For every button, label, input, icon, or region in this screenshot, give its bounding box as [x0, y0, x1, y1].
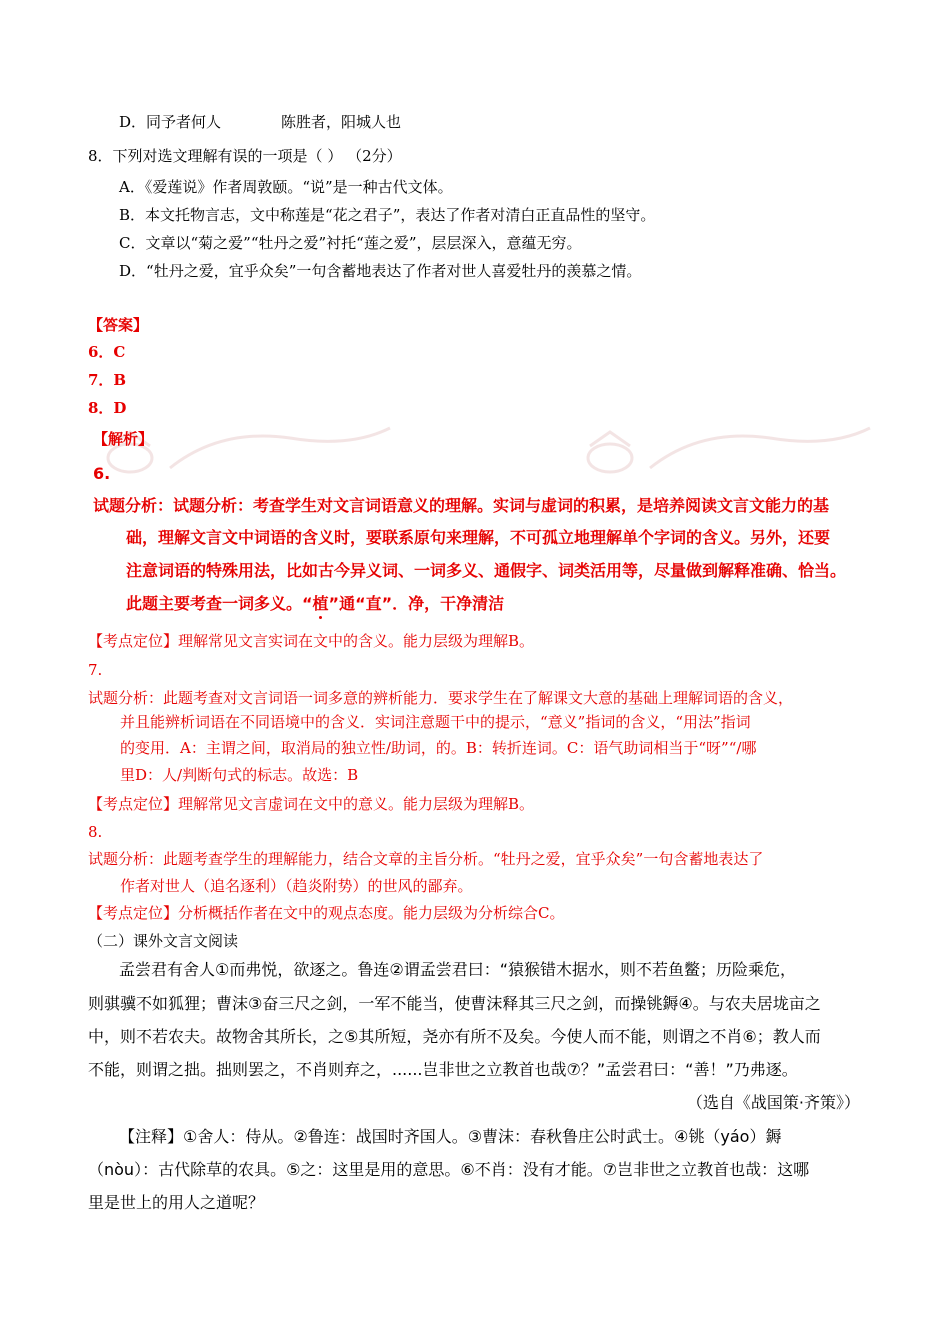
- notes-line: 里是世上的用人之道呢？: [88, 1193, 265, 1212]
- analysis-heading: 【解析】: [93, 430, 154, 448]
- q7-analysis-line: 里D：人/判断句式的标志。故选：B: [120, 766, 359, 784]
- notes-line: （nòu）：古代除草的农具。⑤之：这里是用的意思。⑥不肖：没有才能。⑦岂非世之立教首也哉：这哪: [88, 1160, 810, 1179]
- passage-source: （选自《战国策·齐策》）: [686, 1093, 860, 1112]
- q8-analysis-line: 试题分析：此题考查学生的理解能力，结合文章的主旨分析。“牡丹之爱，宜乎众矣”一句含蓄地表达了: [88, 850, 764, 868]
- q6-analysis-line: 础，理解文言文中词语的含义时，要联系原句来理解，不可孤立地理解单个字词的含义。另外，还要: [126, 528, 831, 547]
- answer-item: 6．C: [88, 343, 126, 361]
- q6-analysis-line: 试题分析：试题分析：考查学生对文言词语意义的理解。实词与虚词的积累，是培养阅读文言文能力的基: [93, 496, 830, 515]
- passage-line: 孟尝君有舍人①而弗悦，欲逐之。鲁连②谓孟尝君曰：“猿猴错木据水，则不若鱼鳖；历险乘危，: [119, 960, 796, 979]
- passage-line: 不能，则谓之拙。拙则罢之，不肖则弃之，......岂非世之立教首也哉⑦？”孟尝君曰：“善！”乃弗逐。: [88, 1060, 798, 1079]
- watermark-logo: [100, 408, 400, 498]
- answer-item: 8．D: [88, 399, 127, 417]
- passage-line: 中，则不若农夫。故物舍其所长，之⑤其所短，尧亦有所不及矣。今使人而不能，则谓之不肖⑥；教人而: [88, 1027, 821, 1046]
- q7-knowledge-point: 【考点定位】理解常见文言虚词在文中的意义。能力层级为理解B。: [88, 795, 535, 813]
- q6-emphasized-char: 植: [312, 594, 329, 613]
- q7-analysis-line: 的变用．A：主谓之间，取消局的独立性/助词，的。B：转折连词。C：语气助词相当于“呀”“/哪: [120, 739, 757, 757]
- q7-analysis-line: 试题分析：此题考查对文言词语一词多意的辨析能力．要求学生在了解课文大意的基础上理解词语的含义，: [88, 689, 794, 707]
- q6-last-suffix: ”通“直”．净，干净清洁: [328, 594, 505, 613]
- passage-line: 则骐骥不如狐狸；曹沫③奋三尺之剑，一军不能当，使曹沫释其三尺之剑，而操铫鎒④。与农夫居垅亩之: [88, 994, 821, 1013]
- q8-analysis-line: 作者对世人（追名逐利）（趋炎附势）的世风的鄙弃。: [120, 877, 473, 895]
- q8-option-c: C．文章以“菊之爱”“牡丹之爱”衬托“莲之爱”，层层深入，意蕴无穷。: [119, 234, 582, 252]
- q6-number: 6.: [93, 464, 111, 483]
- q8-number: 8.: [88, 823, 103, 841]
- q8-knowledge-point: 【考点定位】分析概括作者在文中的观点态度。能力层级为分析综合C。: [88, 904, 565, 922]
- q6-analysis-line: 注意词语的特殊用法，比如古今异义词、一词多义、通假字、词类活用等，尽量做到解释准确、恰当。: [126, 561, 847, 580]
- q8-option-a: A．《爱莲说》作者周敦颐。“说”是一种古代文体。: [119, 178, 453, 196]
- notes-line: 【注释】①舍人：侍从。②鲁连：战国时齐国人。③曹沫：春秋鲁庄公时武士。④铫（yáo）鎒: [119, 1127, 782, 1146]
- q8-option-b: B．本文托物言志，文中称莲是“花之君子”，表达了作者对清白正直品性的坚守。: [119, 206, 656, 224]
- q7-option-d: D．同予者何人 陈胜者，阳城人也: [119, 113, 402, 131]
- q8-stem: 8．下列对选文理解有误的一项是（ ） （2分）: [88, 147, 402, 165]
- q8-option-d: D．“牡丹之爱，宜乎众矣”一句含蓄地表达了作者对世人喜爱牡丹的羡慕之情。: [119, 262, 642, 280]
- answer-item: 7．B: [88, 371, 127, 389]
- answer-heading: 【答案】: [88, 316, 149, 334]
- reading-section-title: （二）课外文言文阅读: [88, 932, 239, 950]
- q6-analysis-last-line: [126, 594, 504, 614]
- q6-last-prefix: 此题主要考查一词多义。“: [126, 594, 313, 613]
- q7-analysis-line: 并且能辨析词语在不同语境中的含义．实词注意题干中的提示，“意义”指词的含义，“用法”指词: [120, 713, 751, 731]
- watermark-logo: [580, 408, 880, 498]
- q6-knowledge-point: 【考点定位】理解常见文言实词在文中的含义。能力层级为理解B。: [88, 632, 535, 650]
- q7-number: 7.: [88, 661, 103, 679]
